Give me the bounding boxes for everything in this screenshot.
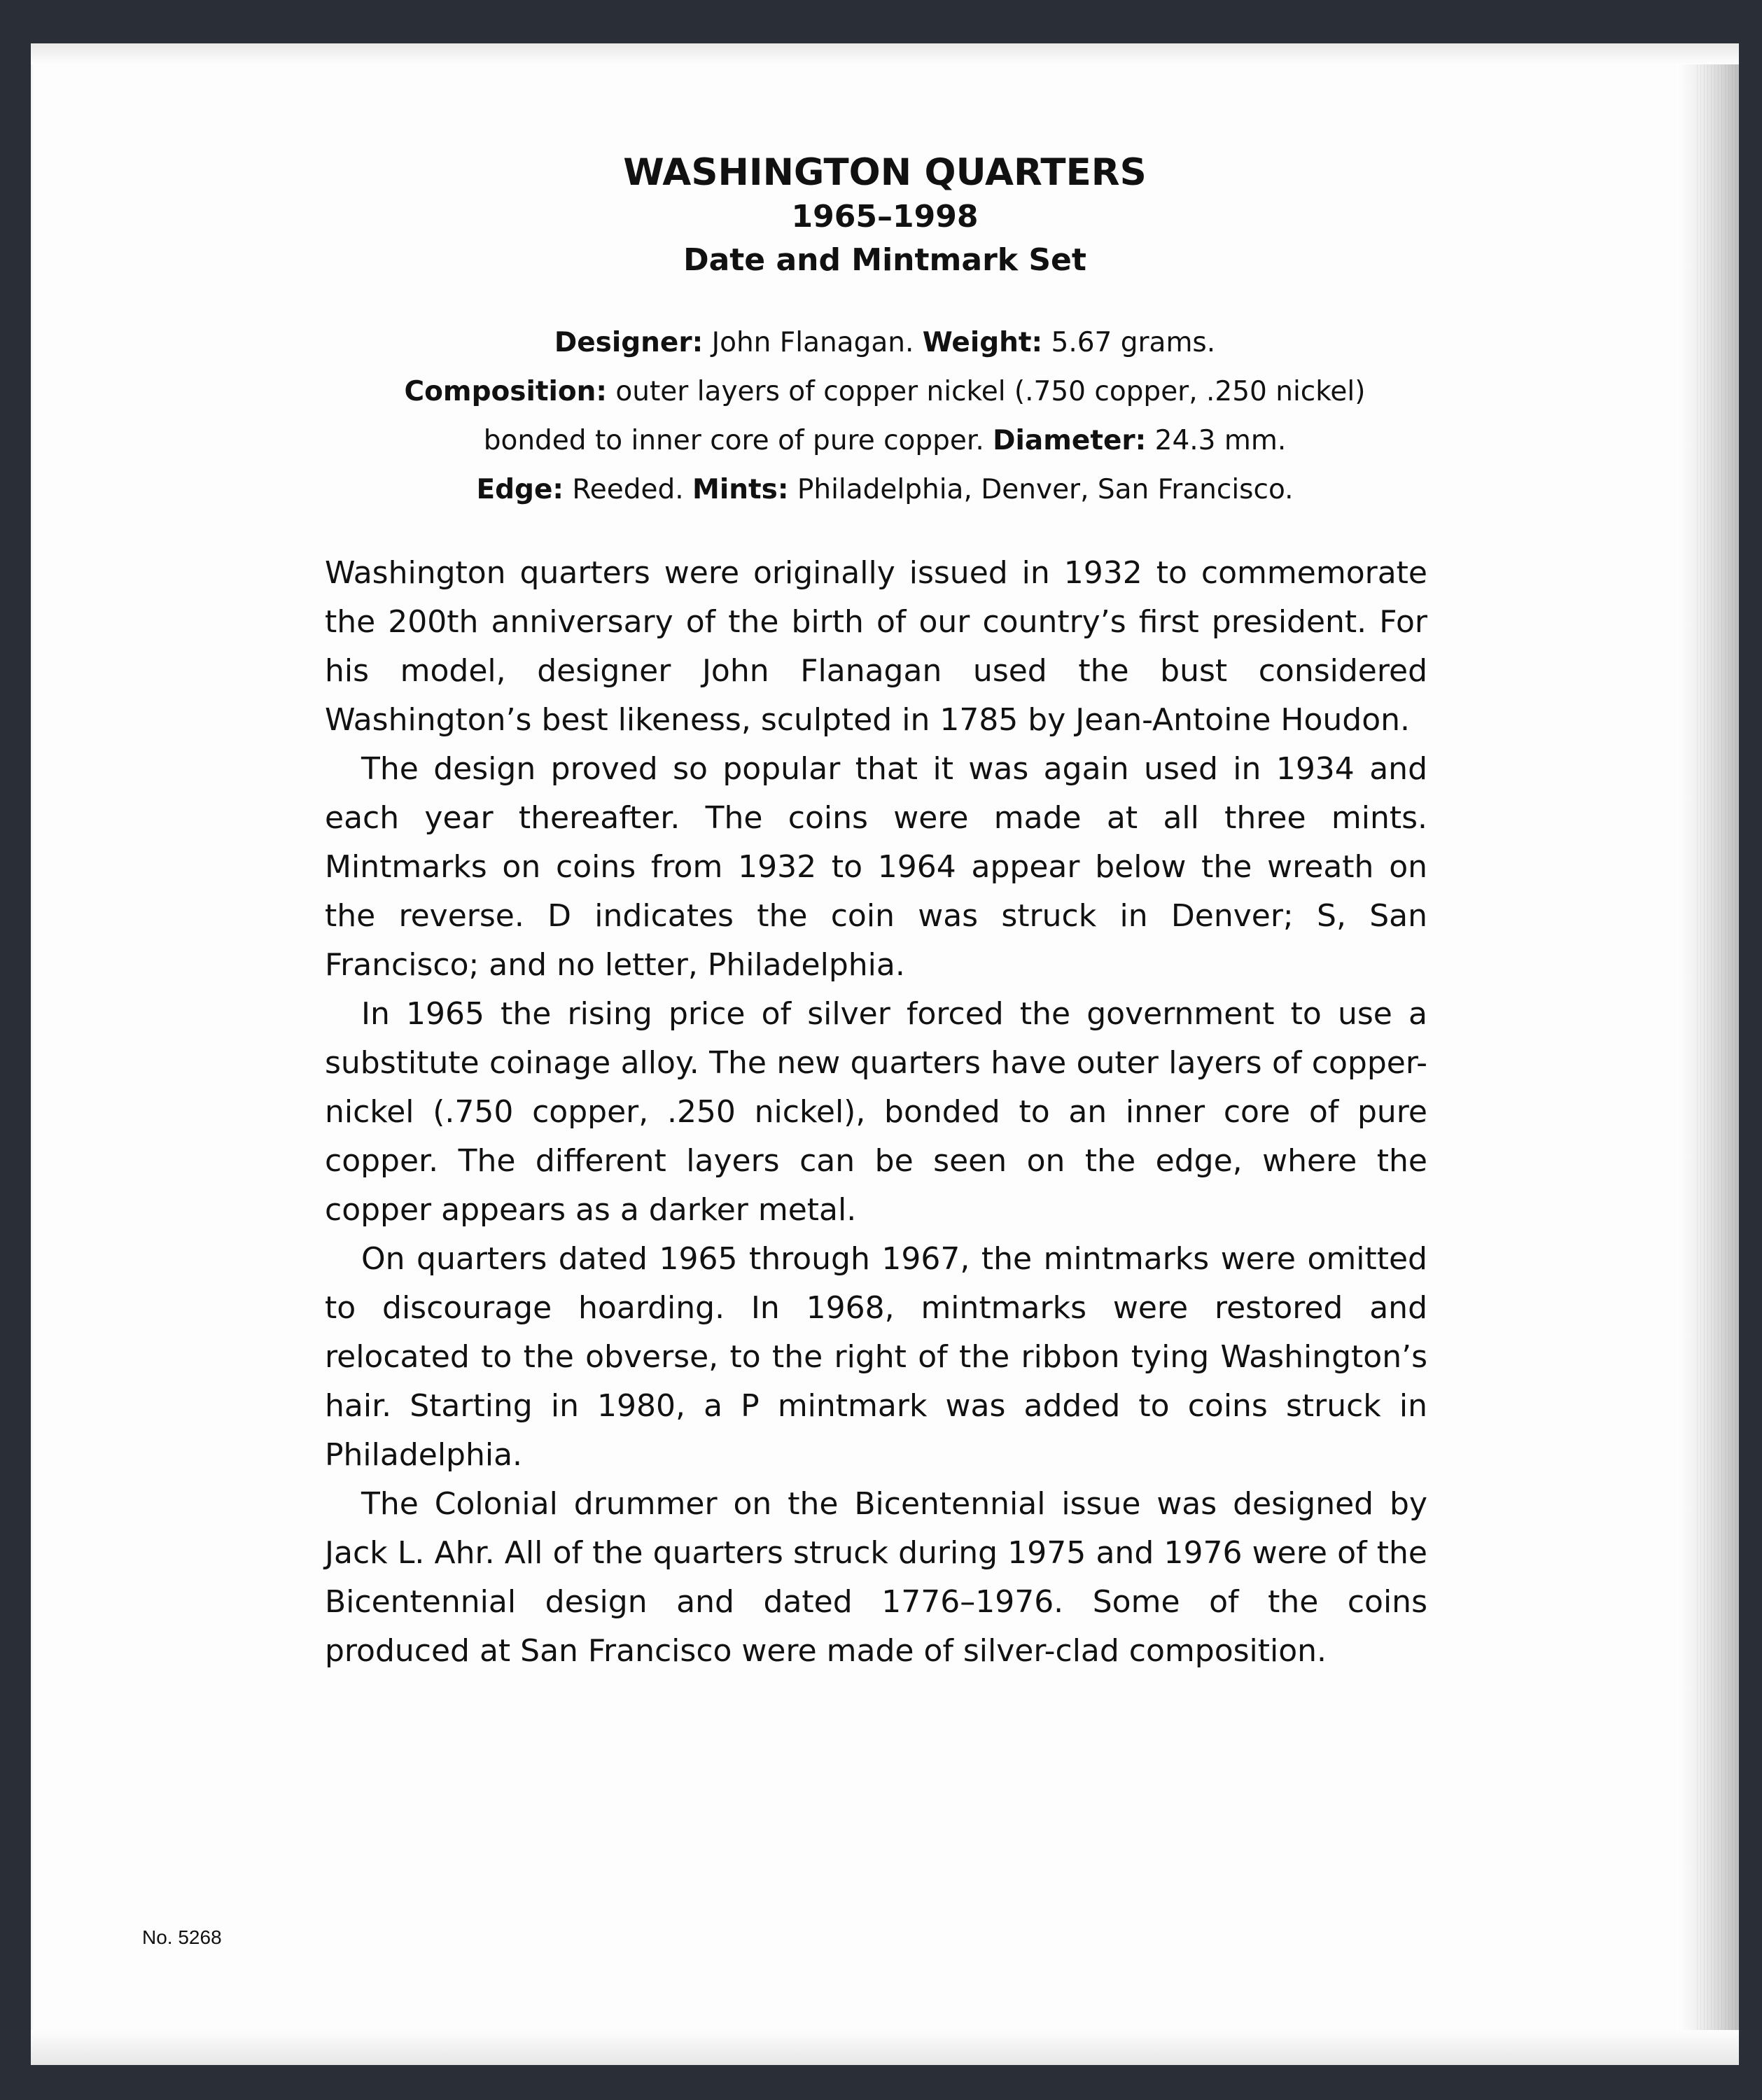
spec-line-2 bbox=[31, 368, 1739, 416]
page-top-shadow bbox=[31, 43, 1739, 64]
catalog-number: No. 5268 bbox=[142, 1926, 222, 1948]
paragraph-bicentennial: The Colonial drummer on the Bicentennial issue was designed by Jack L. Ahr. All of the quarters struck during 1975 and 1976 were of the Bicentennial design and dated 1776–1976. Some of the coins produced at San Francisco were made of silver-clad composition. bbox=[325, 1486, 1427, 1669]
designer-value: John Flanagan. bbox=[703, 327, 923, 358]
year-range: 1965–1998 bbox=[791, 199, 979, 234]
page-header bbox=[31, 150, 1739, 282]
history-text bbox=[325, 549, 1427, 1676]
designer-label: Designer: bbox=[554, 327, 704, 358]
coin-specifications bbox=[31, 318, 1739, 514]
composition-value: outer layers of copper nickel (.750 copper, .250 nickel) bbox=[607, 376, 1366, 407]
spec-line-4 bbox=[31, 465, 1739, 514]
edge-value: Reeded. bbox=[564, 474, 693, 505]
paragraph-composition-change: In 1965 the rising price of silver forced the government to use a substitute coinage alloy. The new quarters have outer layers of copper-nickel (.750 copper, .250 nickel), bonded to an inner core of pure copper. The different layers can be seen on the edge, where the copper appears as a darker metal. bbox=[325, 996, 1427, 1228]
composition-label: Composition: bbox=[404, 376, 608, 407]
page-bottom-shadow bbox=[31, 2030, 1739, 2065]
paragraph-origin: Washington quarters were originally issued in 1932 to commemorate the 200th anniversary of the birth of our country’s first president. For his model, designer John Flanagan used the bust considered Washington’s best likeness, sculpted in 1785 by Jean-Antoine Houdon. bbox=[325, 555, 1427, 738]
paragraph-mintmarks-early: The design proved so popular that it was again used in 1934 and each year thereafter. The coins were made at all three mints. Mintmarks on coins from 1932 to 1964 appear below the wreath on the reverse. D indicates the coin was struck in Denver; S, San Francisco; and no letter, Philadelphia. bbox=[325, 751, 1427, 983]
diameter-label: Diameter: bbox=[993, 425, 1147, 456]
diameter-value: 24.3 mm. bbox=[1146, 425, 1287, 456]
spec-line-3 bbox=[31, 416, 1739, 465]
set-name: Date and Mintmark Set bbox=[683, 242, 1086, 278]
paragraph-mintmarks-later: On quarters dated 1965 through 1967, the mintmarks were omitted to discourage hoarding. In 1968, mintmarks were restored and relocated to the obverse, to the right of the ribbon tying Washington’s hair. Starting in 1980, a P mintmark was added to coins struck in Philadelphia. bbox=[325, 1241, 1427, 1473]
weight-label: Weight: bbox=[922, 327, 1043, 358]
mints-value: Philadelphia, Denver, San Francisco. bbox=[788, 474, 1294, 505]
weight-value: 5.67 grams. bbox=[1042, 327, 1216, 358]
page-title: WASHINGTON QUARTERS bbox=[623, 151, 1147, 194]
mints-label: Mints: bbox=[692, 474, 789, 505]
composition-continued: bonded to inner core of pure copper. bbox=[483, 425, 993, 456]
edge-label: Edge: bbox=[476, 474, 564, 505]
spec-line-1 bbox=[31, 318, 1739, 368]
